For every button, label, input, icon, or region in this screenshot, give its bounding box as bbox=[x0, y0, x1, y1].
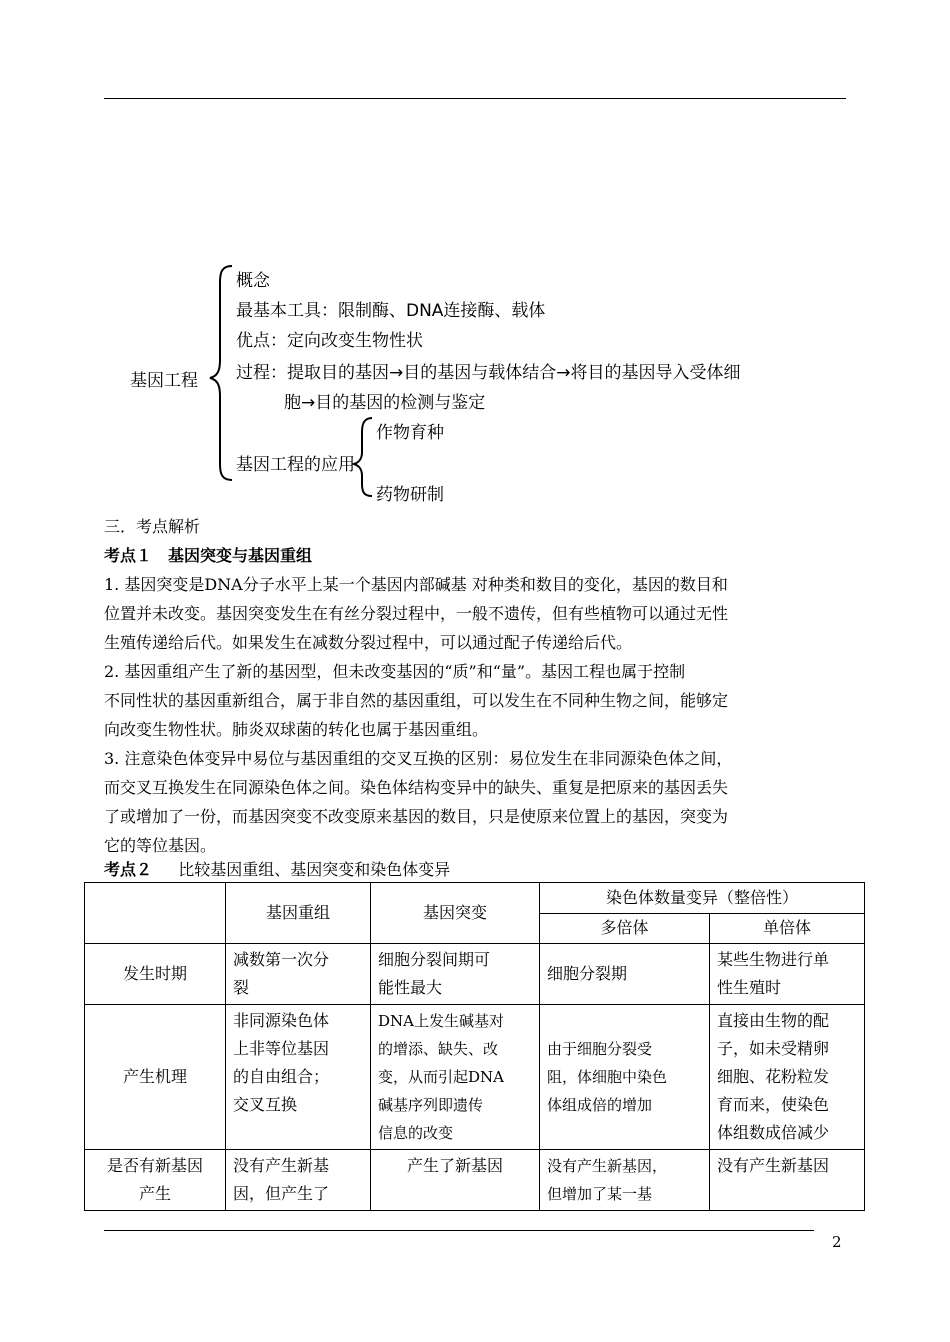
new-gene-haploid: 没有产生新基因 bbox=[710, 1150, 865, 1211]
point1-label: 考点１ 基因突变与基因重组 bbox=[104, 546, 313, 565]
branch-advantage: 优点：定向改变生物性状 bbox=[236, 331, 423, 351]
branch-application: 基因工程的应用 bbox=[236, 455, 355, 475]
comparison-table bbox=[84, 882, 865, 1211]
new-gene-mutation: 产生了新基因 bbox=[371, 1150, 540, 1211]
mechanism-mutation: DNA上发生碱基对 的增添、缺失、改 变，从而引起DNA 碱基序列即遗传 信息的改变 bbox=[371, 1005, 540, 1150]
mechanism-polyploid: 由于细胞分裂受 阻，体细胞中染色 体组成倍的增加 bbox=[540, 1005, 710, 1150]
point2-heading bbox=[104, 855, 450, 884]
application-drug: 药物研制 bbox=[376, 485, 444, 505]
point2-label: 考点２ bbox=[104, 860, 153, 879]
point1-paragraph-1: 1. 基因突变是DNA分子水平上某一个基因内部碱基 对种类和数目的变化，基因的数目和 位置并未改变。基因突变发生在有丝分裂过程中，一般不遗传，但有些植物可以通过无性 生殖传递给后代。如果发生在减数分裂过程中，可以通过配子传递给后代。 bbox=[104, 575, 729, 652]
timing-recombination: 减数第一次分 裂 bbox=[226, 944, 371, 1005]
gene-engineering-diagram bbox=[0, 0, 950, 520]
branch-process-cont: 胞→目的基因的检测与鉴定 bbox=[284, 393, 486, 413]
main-brace bbox=[210, 266, 232, 480]
point2-title: 比较基因重组、基因突变和染色体变异 bbox=[178, 860, 451, 879]
header-polyploid: 多倍体 bbox=[540, 913, 710, 944]
row-label-timing: 发生时期 bbox=[85, 944, 226, 1005]
application-brace bbox=[354, 418, 372, 496]
table-header-row bbox=[85, 883, 865, 914]
new-gene-polyploid: 没有产生新基因， 但增加了某一基 bbox=[540, 1150, 710, 1211]
row-label-new-gene: 是否有新基因 产生 bbox=[85, 1150, 226, 1211]
footer-rule bbox=[104, 1230, 814, 1231]
header-recombination: 基因重组 bbox=[226, 883, 371, 944]
section-title: 三．考点解析 bbox=[104, 517, 201, 536]
header-haploid: 单倍体 bbox=[710, 913, 865, 944]
diagram-root: 基因工程 bbox=[130, 371, 198, 391]
header-mutation: 基因突变 bbox=[371, 883, 540, 944]
branch-concept: 概念 bbox=[236, 271, 270, 291]
branch-tools: 最基本工具：限制酶、DNA连接酶、载体 bbox=[236, 301, 546, 321]
page-number: 2 bbox=[832, 1233, 842, 1251]
row-label-mechanism: 产生机理 bbox=[85, 1005, 226, 1150]
branch-process: 过程：提取目的基因→目的基因与载体结合→将目的基因导入受体细 bbox=[236, 363, 741, 383]
timing-polyploid: 细胞分裂期 bbox=[540, 944, 710, 1005]
mechanism-recombination: 非同源染色体 上非等位基因 的自由组合； 交叉互换 bbox=[226, 1005, 371, 1150]
table-row-mechanism bbox=[85, 1005, 865, 1150]
header-empty bbox=[85, 883, 226, 944]
mechanism-haploid: 直接由生物的配 子，如未受精卵 细胞、花粉粒发 育而来，使染色 体组数成倍减少 bbox=[710, 1005, 865, 1150]
point1-heading bbox=[104, 541, 312, 570]
table-row-timing bbox=[85, 944, 865, 1005]
brace-lines bbox=[0, 0, 950, 520]
point1-paragraph-2: 2. 基因重组产生了新的基因型，但未改变基因的“质”和“量”。基因工程也属于控制 不同性状的基因重新组合，属于非自然的基因重组，可以发生在不同种生物之间，能够定 向改变生物性状。肺炎双球菌的转化也属于基因重组。 bbox=[104, 662, 729, 739]
timing-mutation: 细胞分裂间期可 能性最大 bbox=[371, 944, 540, 1005]
header-chromosome: 染色体数量变异（整倍性） bbox=[540, 883, 865, 914]
new-gene-recombination: 没有产生新基 因，但产生了 bbox=[226, 1150, 371, 1211]
application-crop: 作物育种 bbox=[376, 423, 444, 443]
table-row-new-gene bbox=[85, 1150, 865, 1211]
timing-haploid: 某些生物进行单 性生殖时 bbox=[710, 944, 865, 1005]
point1-paragraph-3: 3. 注意染色体变异中易位与基因重组的交叉互换的区别：易位发生在非同源染色体之间， 而交叉互换发生在同源染色体之间。染色体结构变异中的缺失、重复是把原来的基因丢失 了或增加了一份，而基因突变不改变原来基因的数目，只是使原来位置上的基因，突变为 它的等位基因。 bbox=[104, 749, 733, 855]
